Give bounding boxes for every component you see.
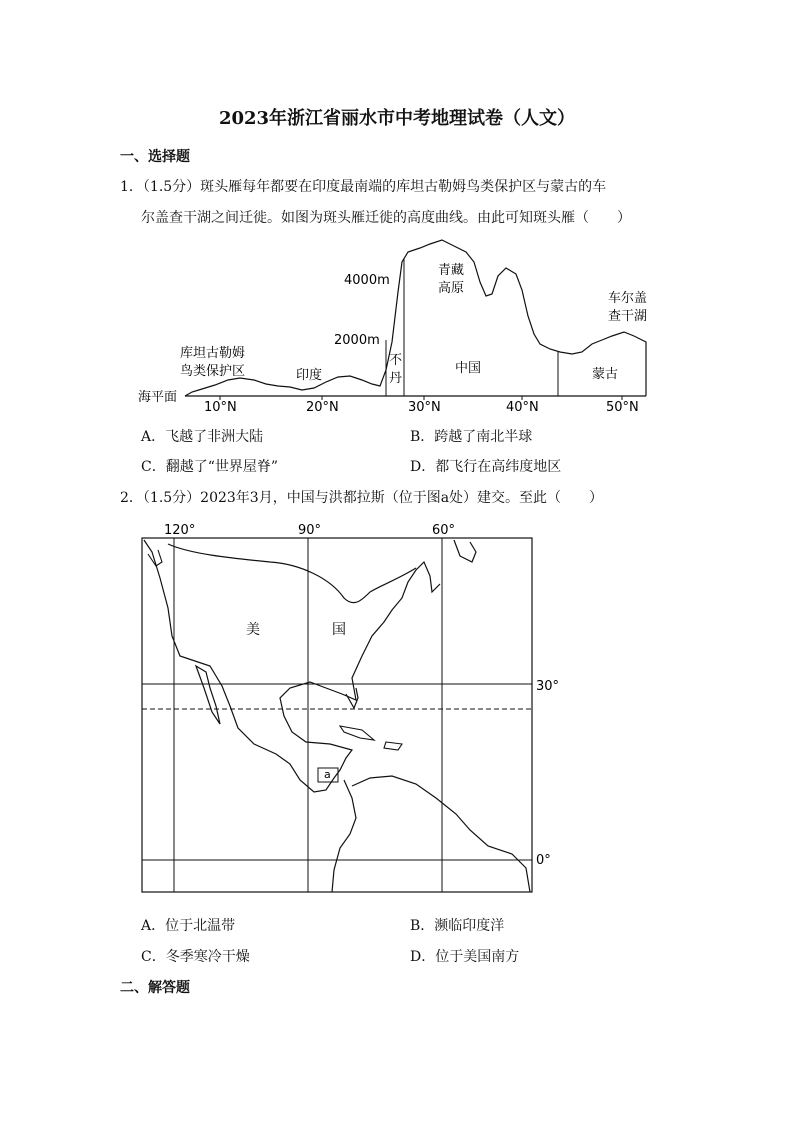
central-america-map — [130, 518, 570, 898]
country-label-mei: 美 — [246, 622, 260, 638]
question-1-line-2: 尔盖查干湖之间迁徙。如图为斑头雁迁徙的高度曲线。由此可知斑头雁（ ） — [141, 210, 631, 226]
x-label-40n: 40°N — [506, 400, 539, 415]
q2-option-c[interactable]: C．冬季寒冷干燥 — [141, 949, 250, 965]
label-bhutan-line-2: 丹 — [389, 371, 403, 386]
section-heading-answer: 二、解答题 — [120, 980, 190, 996]
lon-label-60: 60° — [432, 523, 456, 538]
baja-california — [196, 666, 220, 724]
lat-label-30: 30° — [536, 679, 560, 694]
south-america-north-coast — [352, 776, 530, 892]
label-start-line-2: 鸟类保护区 — [180, 364, 246, 379]
page-title: 2023年浙江省丽水市中考地理试卷（人文） — [218, 108, 576, 129]
label-end-line-1: 车尔盖 — [608, 291, 648, 306]
north-america-coast — [144, 540, 440, 792]
y-label-2000m: 2000m — [334, 333, 380, 348]
map-frame — [142, 538, 532, 892]
greenland-tip — [454, 540, 476, 562]
q1-option-a[interactable]: A．飞越了非洲大陆 — [141, 429, 264, 445]
alaska-edge — [148, 550, 162, 566]
label-plateau-line-2: 高原 — [438, 281, 465, 296]
label-bhutan-line-1: 不 — [389, 353, 403, 368]
q2-option-b[interactable]: B．濒临印度洋 — [410, 918, 505, 934]
hispaniola — [384, 742, 402, 750]
x-label-20n: 20°N — [306, 400, 339, 415]
label-china: 中国 — [455, 361, 482, 376]
question-2-line-1: 2．（1.5分）2023年3月，中国与洪都拉斯（位于图a处）建交。至此（ ） — [120, 490, 604, 506]
altitude-curve — [185, 240, 646, 396]
q1-option-c[interactable]: C．翻越了“世界屋脊” — [141, 459, 279, 475]
migration-altitude-profile — [130, 232, 660, 417]
section-heading-choice: 一、选择题 — [120, 149, 190, 165]
q1-option-d[interactable]: D．都飞行在高纬度地区 — [410, 459, 562, 475]
x-label-50n: 50°N — [606, 400, 639, 415]
lon-label-90: 90° — [298, 523, 322, 538]
question-1-line-1: 1．（1.5分）斑头雁每年都要在印度最南端的库坦古勒姆鸟类保护区与蒙古的车 — [120, 179, 607, 195]
x-label-30n: 30°N — [408, 400, 441, 415]
q1-option-b[interactable]: B．跨越了南北半球 — [410, 429, 533, 445]
cuba — [340, 726, 374, 740]
country-label-guo: 国 — [332, 622, 346, 638]
point-label-a: a — [324, 768, 331, 781]
label-plateau-line-1: 青藏 — [438, 263, 465, 278]
lat-label-0: 0° — [536, 853, 551, 868]
x-label-10n: 10°N — [204, 400, 237, 415]
q2-option-a[interactable]: A．位于北温带 — [141, 918, 236, 934]
y-label-sea-level: 海平面 — [138, 390, 178, 405]
label-india: 印度 — [296, 368, 323, 383]
label-mongolia: 蒙古 — [592, 367, 619, 382]
label-start-line-1: 库坦古勒姆 — [180, 346, 246, 361]
q2-option-d[interactable]: D．位于美国南方 — [410, 949, 520, 965]
y-label-4000m: 4000m — [344, 273, 390, 288]
label-end-line-2: 查干湖 — [608, 309, 648, 324]
northern-border — [168, 544, 416, 603]
south-america-west-coast — [332, 780, 356, 892]
lon-label-120: 120° — [164, 523, 196, 538]
